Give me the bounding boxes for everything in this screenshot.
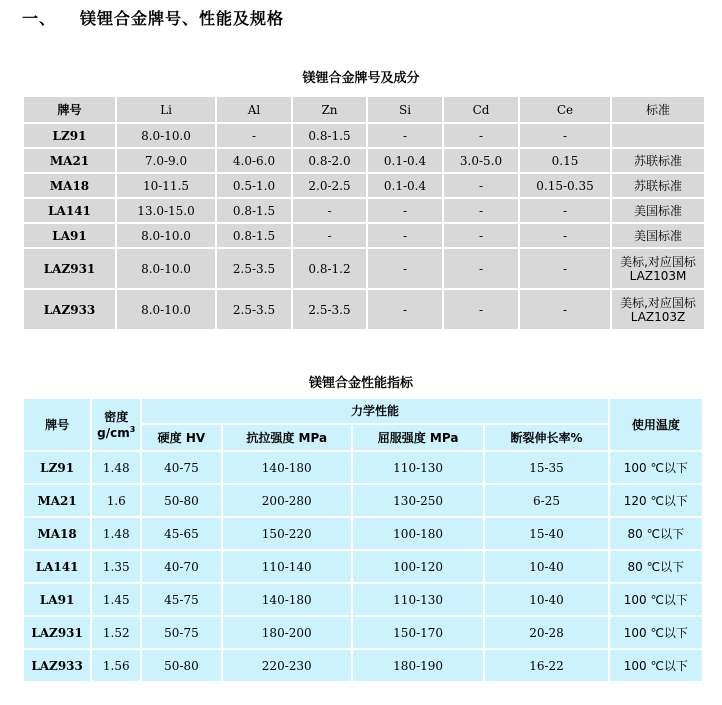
- properties-table: [22, 397, 704, 683]
- col-header-si: Si: [367, 96, 443, 123]
- cell-grade: LA91: [23, 223, 116, 248]
- cell-temperature: 80 ℃以下: [609, 550, 703, 583]
- cell-zn: -: [292, 223, 367, 248]
- cell-li: 13.0-15.0: [116, 198, 216, 223]
- cell-grade: LAZ931: [23, 616, 91, 649]
- cell-hardness: 40-75: [141, 451, 221, 484]
- cell-density: 1.6: [91, 484, 141, 517]
- col-header-standard: 标准: [611, 96, 705, 123]
- table-row: [23, 289, 705, 330]
- density-unit: g/cm: [97, 425, 130, 440]
- cell-yield: 180-190: [352, 649, 484, 682]
- table-row: [23, 517, 703, 550]
- cell-ce: -: [519, 123, 611, 148]
- cell-elongation: 10-40: [484, 583, 608, 616]
- cell-ce: -: [519, 223, 611, 248]
- cell-ce: 0.15: [519, 148, 611, 173]
- cell-cd: -: [443, 198, 519, 223]
- cell-li: 8.0-10.0: [116, 223, 216, 248]
- properties-header-row-1: [23, 398, 703, 424]
- col-header-elongation: 断裂伸长率%: [484, 424, 608, 451]
- cell-elongation: 16-22: [484, 649, 608, 682]
- cell-elongation: 15-40: [484, 517, 608, 550]
- cell-tensile: 150-220: [222, 517, 352, 550]
- table-row: [23, 649, 703, 682]
- cell-yield: 150-170: [352, 616, 484, 649]
- cell-density: 1.35: [91, 550, 141, 583]
- cell-elongation: 15-35: [484, 451, 608, 484]
- cell-ce: 0.15-0.35: [519, 173, 611, 198]
- table-row: [23, 550, 703, 583]
- cell-temperature: 100 ℃以下: [609, 451, 703, 484]
- col-header-li: Li: [116, 96, 216, 123]
- density-label: 密度: [104, 409, 129, 424]
- cell-tensile: 200-280: [222, 484, 352, 517]
- cell-zn: 2.5-3.5: [292, 289, 367, 330]
- composition-table: [22, 95, 706, 331]
- cell-elongation: 20-28: [484, 616, 608, 649]
- cell-li: 8.0-10.0: [116, 123, 216, 148]
- col-header-mechanical: 力学性能: [141, 398, 608, 424]
- cell-zn: 0.8-2.0: [292, 148, 367, 173]
- cell-cd: -: [443, 123, 519, 148]
- cell-grade: LA91: [23, 583, 91, 616]
- cell-temperature: 100 ℃以下: [609, 616, 703, 649]
- cell-ce: -: [519, 198, 611, 223]
- col-header-al: Al: [216, 96, 292, 123]
- cell-al: 0.5-1.0: [216, 173, 292, 198]
- composition-header-row: [23, 96, 705, 123]
- cell-yield: 100-180: [352, 517, 484, 550]
- cell-grade: LZ91: [23, 123, 116, 148]
- cell-temperature: 120 ℃以下: [609, 484, 703, 517]
- cell-si: -: [367, 248, 443, 289]
- col-header-tensile: 抗拉强度 MPa: [222, 424, 352, 451]
- cell-standard: [611, 123, 705, 148]
- cell-hardness: 45-75: [141, 583, 221, 616]
- composition-table-caption: 镁锂合金牌号及成分: [302, 71, 420, 86]
- table-row: [23, 123, 705, 148]
- cell-al: 2.5-3.5: [216, 248, 292, 289]
- col-header-yield: 屈服强度 MPa: [352, 424, 484, 451]
- cell-standard: 美国标准: [611, 223, 705, 248]
- table-row: [23, 148, 705, 173]
- cell-elongation: 10-40: [484, 550, 608, 583]
- cell-grade: LAZ931: [23, 248, 116, 289]
- cell-density: 1.56: [91, 649, 141, 682]
- cell-zn: -: [292, 198, 367, 223]
- cell-grade: LA141: [23, 550, 91, 583]
- cell-cd: -: [443, 223, 519, 248]
- cell-al: 0.8-1.5: [216, 198, 292, 223]
- cell-yield: 100-120: [352, 550, 484, 583]
- density-unit-exponent: 3: [129, 424, 136, 434]
- cell-zn: 2.0-2.5: [292, 173, 367, 198]
- cell-tensile: 180-200: [222, 616, 352, 649]
- cell-density: 1.52: [91, 616, 141, 649]
- cell-temperature: 100 ℃以下: [609, 583, 703, 616]
- cell-tensile: 220-230: [222, 649, 352, 682]
- properties-table-caption: 镁锂合金性能指标: [308, 376, 413, 391]
- cell-al: -: [216, 123, 292, 148]
- table-row: [23, 451, 703, 484]
- cell-standard: 苏联标准: [611, 148, 705, 173]
- cell-tensile: 140-180: [222, 451, 352, 484]
- section-number: 一、: [22, 9, 57, 28]
- cell-si: 0.1-0.4: [367, 173, 443, 198]
- cell-temperature: 100 ℃以下: [609, 649, 703, 682]
- cell-zn: 0.8-1.2: [292, 248, 367, 289]
- cell-si: -: [367, 289, 443, 330]
- cell-al: 2.5-3.5: [216, 289, 292, 330]
- cell-si: -: [367, 223, 443, 248]
- cell-hardness: 50-80: [141, 484, 221, 517]
- cell-temperature: 80 ℃以下: [609, 517, 703, 550]
- cell-grade: MA21: [23, 148, 116, 173]
- cell-hardness: 50-80: [141, 649, 221, 682]
- cell-hardness: 45-65: [141, 517, 221, 550]
- table-row: [23, 484, 703, 517]
- cell-grade: LAZ933: [23, 289, 116, 330]
- cell-li: 7.0-9.0: [116, 148, 216, 173]
- cell-grade: LAZ933: [23, 649, 91, 682]
- cell-si: -: [367, 123, 443, 148]
- cell-density: 1.48: [91, 517, 141, 550]
- col-header-hardness: 硬度 HV: [141, 424, 221, 451]
- cell-yield: 130-250: [352, 484, 484, 517]
- col-header-ce: Ce: [519, 96, 611, 123]
- cell-cd: -: [443, 289, 519, 330]
- cell-ce: -: [519, 289, 611, 330]
- cell-density: 1.48: [91, 451, 141, 484]
- cell-elongation: 6-25: [484, 484, 608, 517]
- cell-standard: 美国标准: [611, 198, 705, 223]
- cell-hardness: 50-75: [141, 616, 221, 649]
- cell-density: 1.45: [91, 583, 141, 616]
- cell-al: 4.0-6.0: [216, 148, 292, 173]
- cell-li: 8.0-10.0: [116, 248, 216, 289]
- cell-li: 8.0-10.0: [116, 289, 216, 330]
- col-header-temperature: 使用温度: [609, 398, 703, 451]
- table-row: [23, 198, 705, 223]
- cell-ce: -: [519, 248, 611, 289]
- section-heading: [22, 6, 284, 29]
- cell-si: 0.1-0.4: [367, 148, 443, 173]
- cell-cd: -: [443, 248, 519, 289]
- col-header-cd: Cd: [443, 96, 519, 123]
- cell-cd: -: [443, 173, 519, 198]
- col-header-grade: 牌号: [23, 398, 91, 451]
- section-title: 镁锂合金牌号、性能及规格: [80, 9, 285, 28]
- cell-li: 10-11.5: [116, 173, 216, 198]
- table-row: [23, 248, 705, 289]
- cell-grade: MA21: [23, 484, 91, 517]
- cell-grade: LA141: [23, 198, 116, 223]
- table-row: [23, 173, 705, 198]
- cell-grade: MA18: [23, 173, 116, 198]
- cell-standard: 美标,对应国标LAZ103M: [611, 248, 705, 289]
- col-header-density: [91, 398, 141, 451]
- cell-standard: 美标,对应国标LAZ103Z: [611, 289, 705, 330]
- cell-grade: LZ91: [23, 451, 91, 484]
- cell-hardness: 40-70: [141, 550, 221, 583]
- table-row: [23, 223, 705, 248]
- cell-grade: MA18: [23, 517, 91, 550]
- cell-tensile: 140-180: [222, 583, 352, 616]
- cell-zn: 0.8-1.5: [292, 123, 367, 148]
- cell-yield: 110-130: [352, 583, 484, 616]
- cell-si: -: [367, 198, 443, 223]
- cell-yield: 110-130: [352, 451, 484, 484]
- table-row: [23, 583, 703, 616]
- cell-cd: 3.0-5.0: [443, 148, 519, 173]
- table-row: [23, 616, 703, 649]
- cell-al: 0.8-1.5: [216, 223, 292, 248]
- col-header-grade: 牌号: [23, 96, 116, 123]
- col-header-zn: Zn: [292, 96, 367, 123]
- cell-standard: 苏联标准: [611, 173, 705, 198]
- cell-tensile: 110-140: [222, 550, 352, 583]
